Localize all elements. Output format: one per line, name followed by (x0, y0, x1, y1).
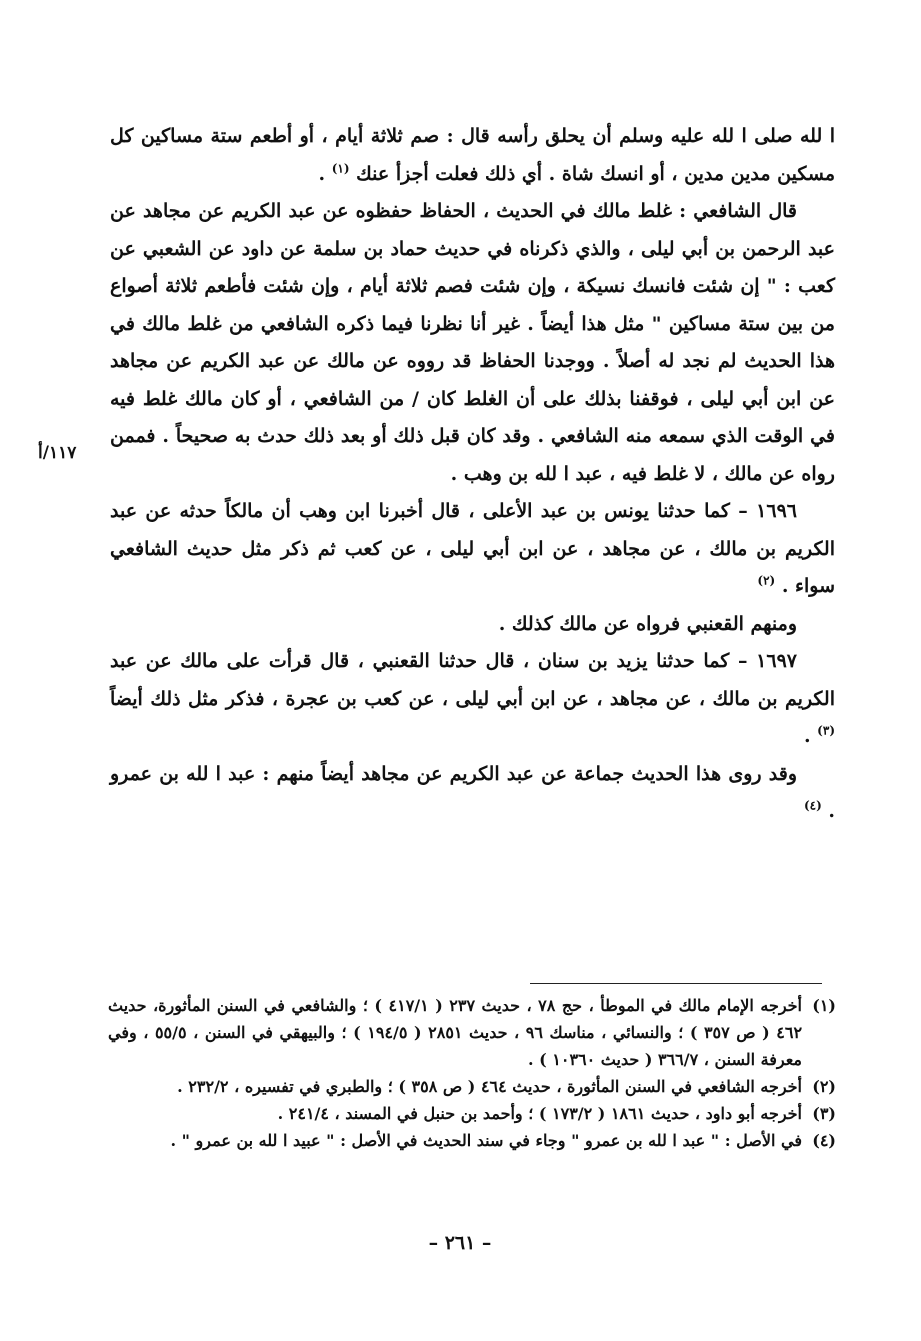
paragraph-1: ا لله صلى ا لله عليه وسلم أن يحلق رأسه قال : صم ثلاثة أيام ، أو أطعم ستة مساكين كل مسكين مدين مدين ، أو انسك شاة . أي ذلك فعلت أجزأ عنك $^{(١)}$ . (110, 125, 835, 185)
page-number: – ٢٦١ – (428, 1232, 492, 1254)
footnotes (108, 992, 836, 1154)
footnote-ref-4: (٤) (803, 798, 822, 813)
footnote-ref-2: (٢) (757, 573, 776, 588)
footnote-number: (٤) (812, 1131, 836, 1150)
footnote-divider (530, 983, 822, 984)
paragraph-hadith-1697: ١٦٩٧ – كما حدثنا يزيد بن سنان ، قال حدثنا القعنبي ، قال قرأت على مالك عن عبد الكريم بن مالك ، عن مجاهد ، عن ابن أبي ليلى ، عن كعب بن عجرة ، فذكر مثل ذلك أيضاً $^{(٣)}$ . (110, 650, 835, 747)
footnote-number: (٣) (812, 1104, 836, 1123)
footnote-number: (١) (812, 996, 836, 1015)
paragraph-2: قال الشافعي : غلط مالك في الحديث ، الحفاظ حفظوه عن عبد الكريم عن مجاهد عن عبد الرحمن بن أبي ليلى ، والذي ذكرناه في حديث حماد بن سلمة عن داود عن الشعبي عن كعب : " إن شئت فانسك نسيكة ، وإن شئت فصم ثلاثة أيام ، وإن شئت فأطعم ثلاثة أصواع من بين ستة مساكين " مثل هذا أيضاً . غير أنا نظرنا فيما ذكره الشافعي من غلط مالك في هذا الحديث لم نجد له أصلاً . ووجدنا الحفاظ قد رووه عن مالك عن عبد الكريم عن مجاهد عن ابن أبي ليلى ، فوقفنا بذلك على أن الغلط كان / من الشافعي ، أو كان مالك غلط فيه في الوقت الذي سمعه منه الشافعي . وقد كان قبل ذلك أو بعد ذلك حدث به صحيحاً . فممن رواه عن مالك ، لا غلط فيه ، عبد ا لله بن وهب . (110, 200, 835, 485)
paragraph-6: وقد روى هذا الحديث جماعة عن عبد الكريم عن مجاهد أيضاً منهم : عبد ا لله بن عمرو . $^{(٤)}$ (110, 762, 835, 822)
footnote-text: في الأصل : " عبد ا لله بن عمرو " وجاء في سند الحديث في الأصل : " عبيد ا لله بن عمرو " . (170, 1131, 802, 1150)
paragraph-hadith-1696: ١٦٩٦ – كما حدثنا يونس بن عبد الأعلى ، قال أخبرنا ابن وهب أن مالكاً حدثه عن عبد الكريم بن مالك ، عن مجاهد ، عن ابن أبي ليلى ، عن كعب ثم ذكر مثل حديث الشافعي سواء . $^{(٢)}$ (110, 500, 835, 597)
footnote-number: (٢) (812, 1077, 836, 1096)
footnote (108, 1073, 836, 1100)
manuscript-folio-marker: ١١٧/أ (38, 443, 77, 463)
main-text (110, 118, 835, 831)
footnote-text: أخرجه الإمام مالك في الموطأ ، حج ٧٨ ، حديث ٢٣٧ ( ٤١٧/١ ) ؛ والشافعي في السنن المأثورة، حديث ٤٦٢ ( ص ٣٥٧ ) ؛ والنسائي ، مناسك ٩٦ ، حديث ٢٨٥١ ( ١٩٤/٥ ) ؛ والبيهقي في السنن ، ٥٥/٥ ، وفي معرفة السنن ، ٣٦٦/٧ ( حديث ١٠٣٦٠ ) . (108, 996, 803, 1069)
footnote-ref-1: (١) (331, 161, 350, 176)
footnote (108, 1100, 836, 1127)
footnote (108, 992, 836, 1073)
footnote (108, 1127, 836, 1154)
footnote-text: أخرجه الشافعي في السنن المأثورة ، حديث ٤٦٤ ( ص ٣٥٨ ) ؛ والطبري في تفسيره ، ٢٣٢/٢ . (177, 1077, 802, 1096)
paragraph-4: ومنهم القعنبي فرواه عن مالك كذلك . (498, 612, 797, 635)
footnote-text: أخرجه أبو داود ، حديث ١٨٦١ ( ١٧٣/٢ ) ؛ وأحمد بن حنبل في المسند ، ٢٤١/٤ . (277, 1104, 802, 1123)
footnote-ref-3: (٣) (817, 723, 835, 738)
